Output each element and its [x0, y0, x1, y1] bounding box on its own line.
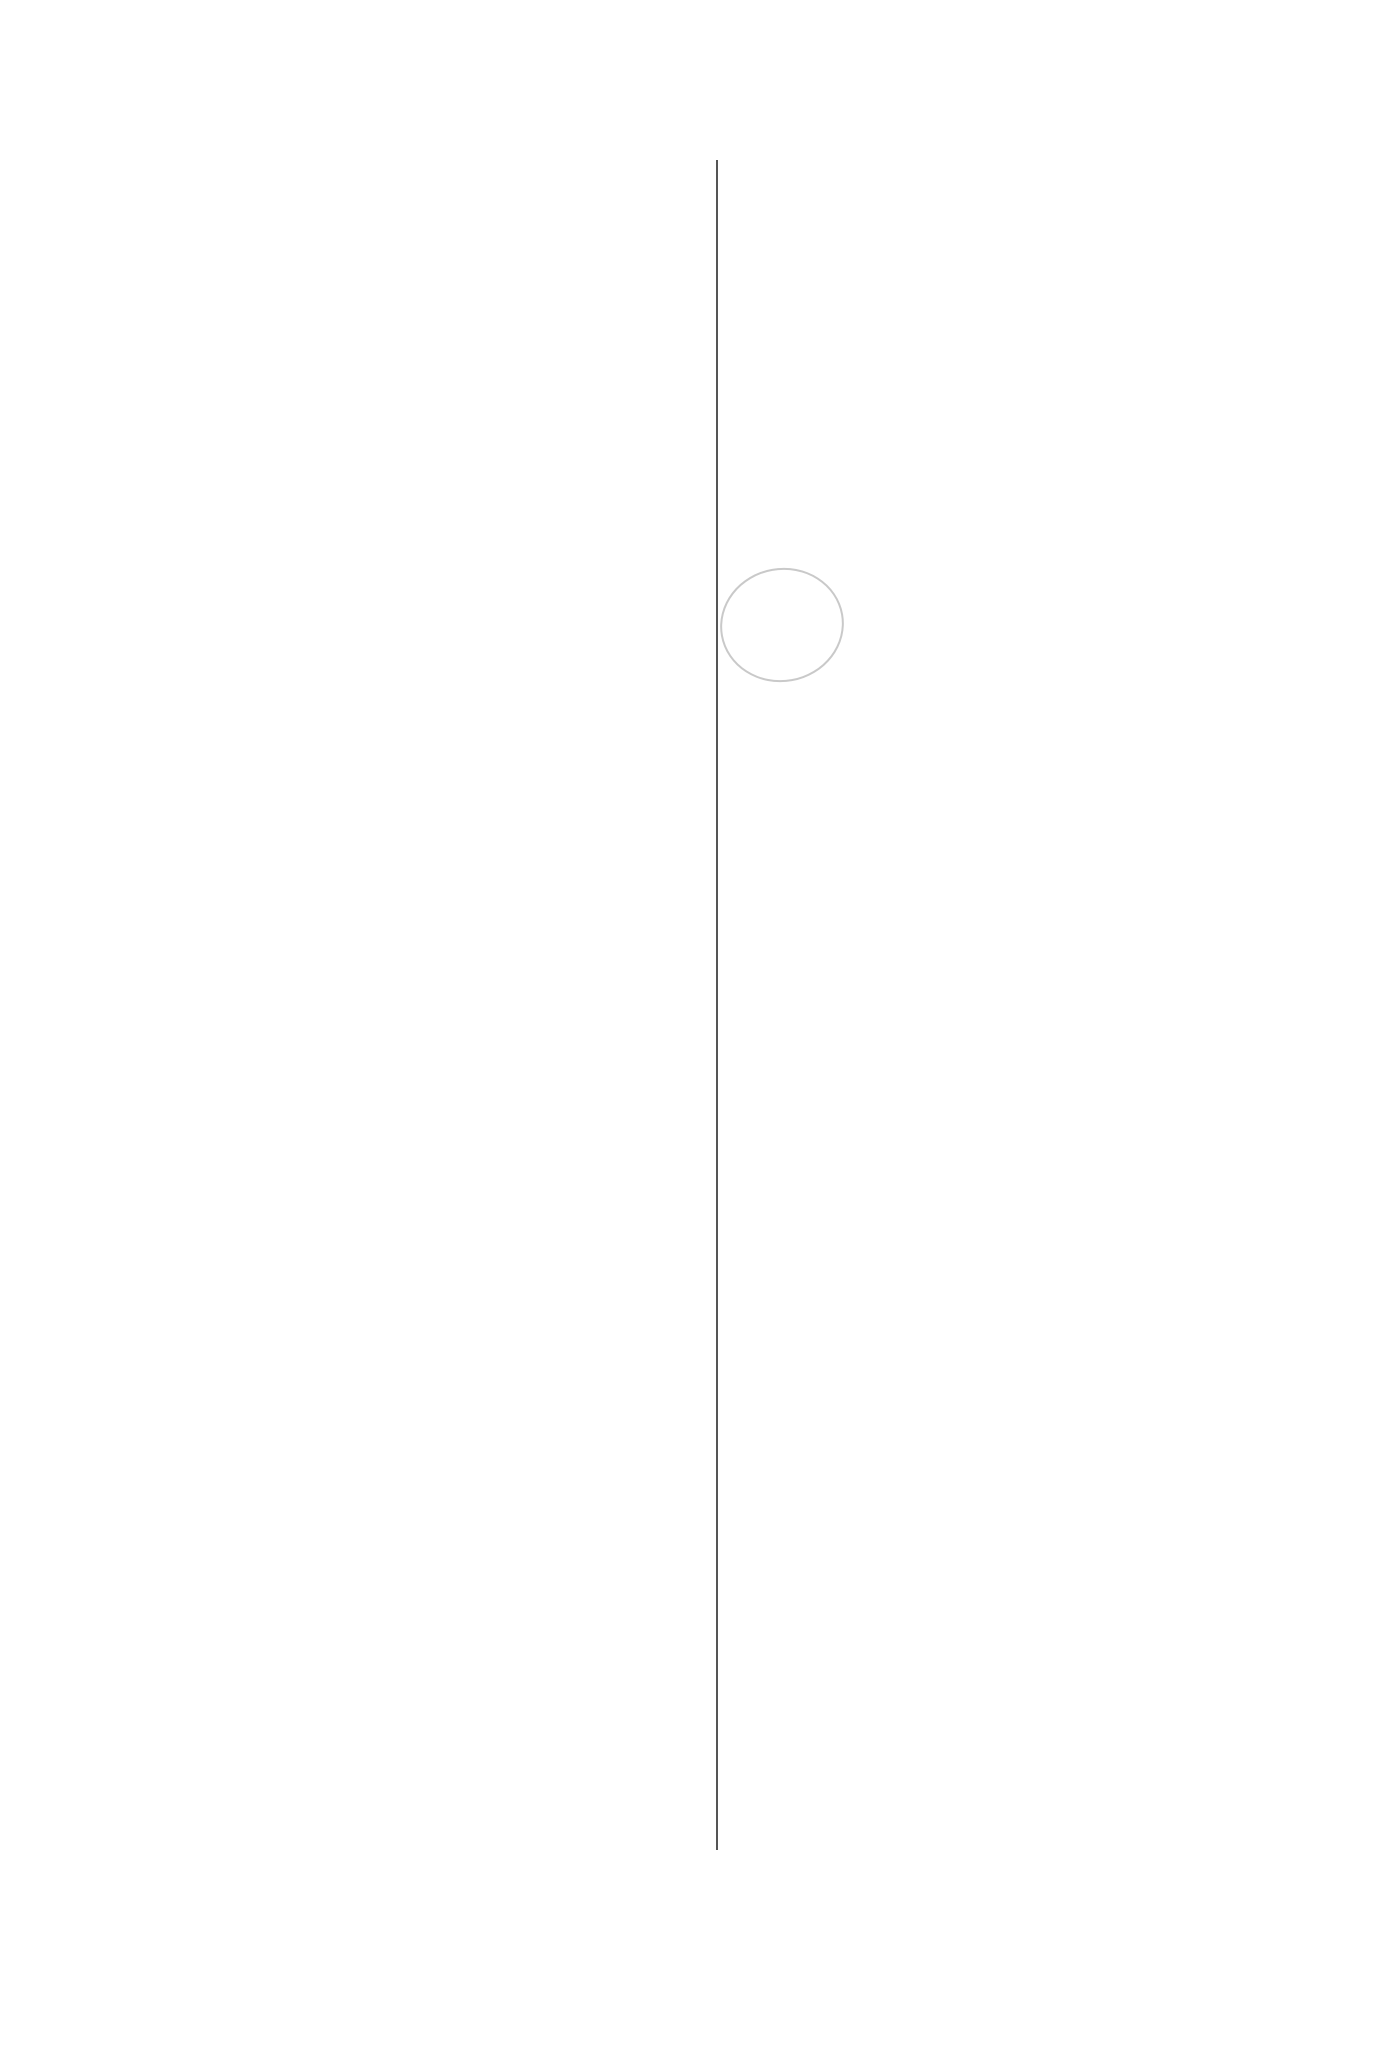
stamp	[711, 558, 853, 692]
column-divider	[716, 160, 718, 1850]
